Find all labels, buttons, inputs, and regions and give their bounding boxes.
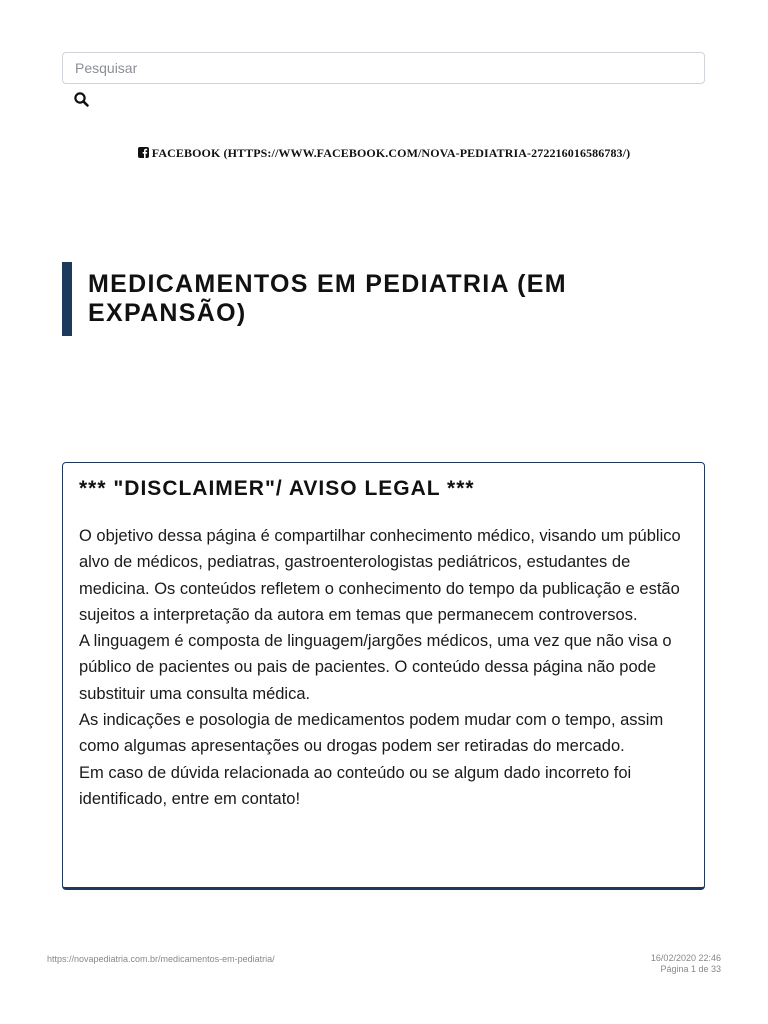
- facebook-link[interactable]: [0, 146, 768, 161]
- disclaimer-paragraph: A linguagem é composta de linguagem/jargões médicos, uma vez que não visa o público de pacientes ou pais de pacientes. O conteúdo dessa página não pode substituir uma consulta médica.: [79, 632, 672, 703]
- title-accent-bar: [62, 262, 72, 336]
- footer-page-info: Página 1 de 33: [660, 964, 721, 974]
- footer-datetime: 16/02/2020 22:46: [650, 953, 721, 963]
- disclaimer-paragraph: As indicações e posologia de medicamentos podem mudar com o tempo, assim como algumas apresentações ou drogas podem ser retiradas do mercado.: [79, 711, 664, 756]
- search-icon[interactable]: [73, 91, 91, 109]
- page-title: MEDICAMENTOS EM PEDIATRIA (EM EXPANSÃO): [88, 270, 567, 327]
- footer-meta: [651, 953, 721, 975]
- facebook-icon: [138, 147, 149, 158]
- disclaimer-box: [62, 462, 705, 890]
- facebook-link-label: FACEBOOK (HTTPS://WWW.FACEBOOK.COM/NOVA-PEDIATRIA-272216016586783/): [151, 146, 631, 160]
- search-input[interactable]: [62, 52, 705, 84]
- page-title-block: [62, 262, 702, 336]
- disclaimer-paragraph: O objetivo dessa página é compartilhar conhecimento médico, visando um público alvo de médicos, pediatras, gastroenterologistas pediátricos, estudantes de medicina. Os conteúdos refletem o conhecimento do tempo da publicação e estão sujeitos a interpretação da autora em temas que permanecem controversos.: [79, 527, 681, 624]
- disclaimer-title: *** "DISCLAIMER"/ AVISO LEGAL ***: [79, 477, 475, 500]
- disclaimer-paragraph: Em caso de dúvida relacionada ao conteúdo ou se algum dado incorreto foi identificado, entre em contato!: [79, 763, 632, 808]
- disclaimer-body: [79, 523, 689, 812]
- footer-url: https://novapediatria.com.br/medicamentos-em-pediatria/: [47, 954, 275, 964]
